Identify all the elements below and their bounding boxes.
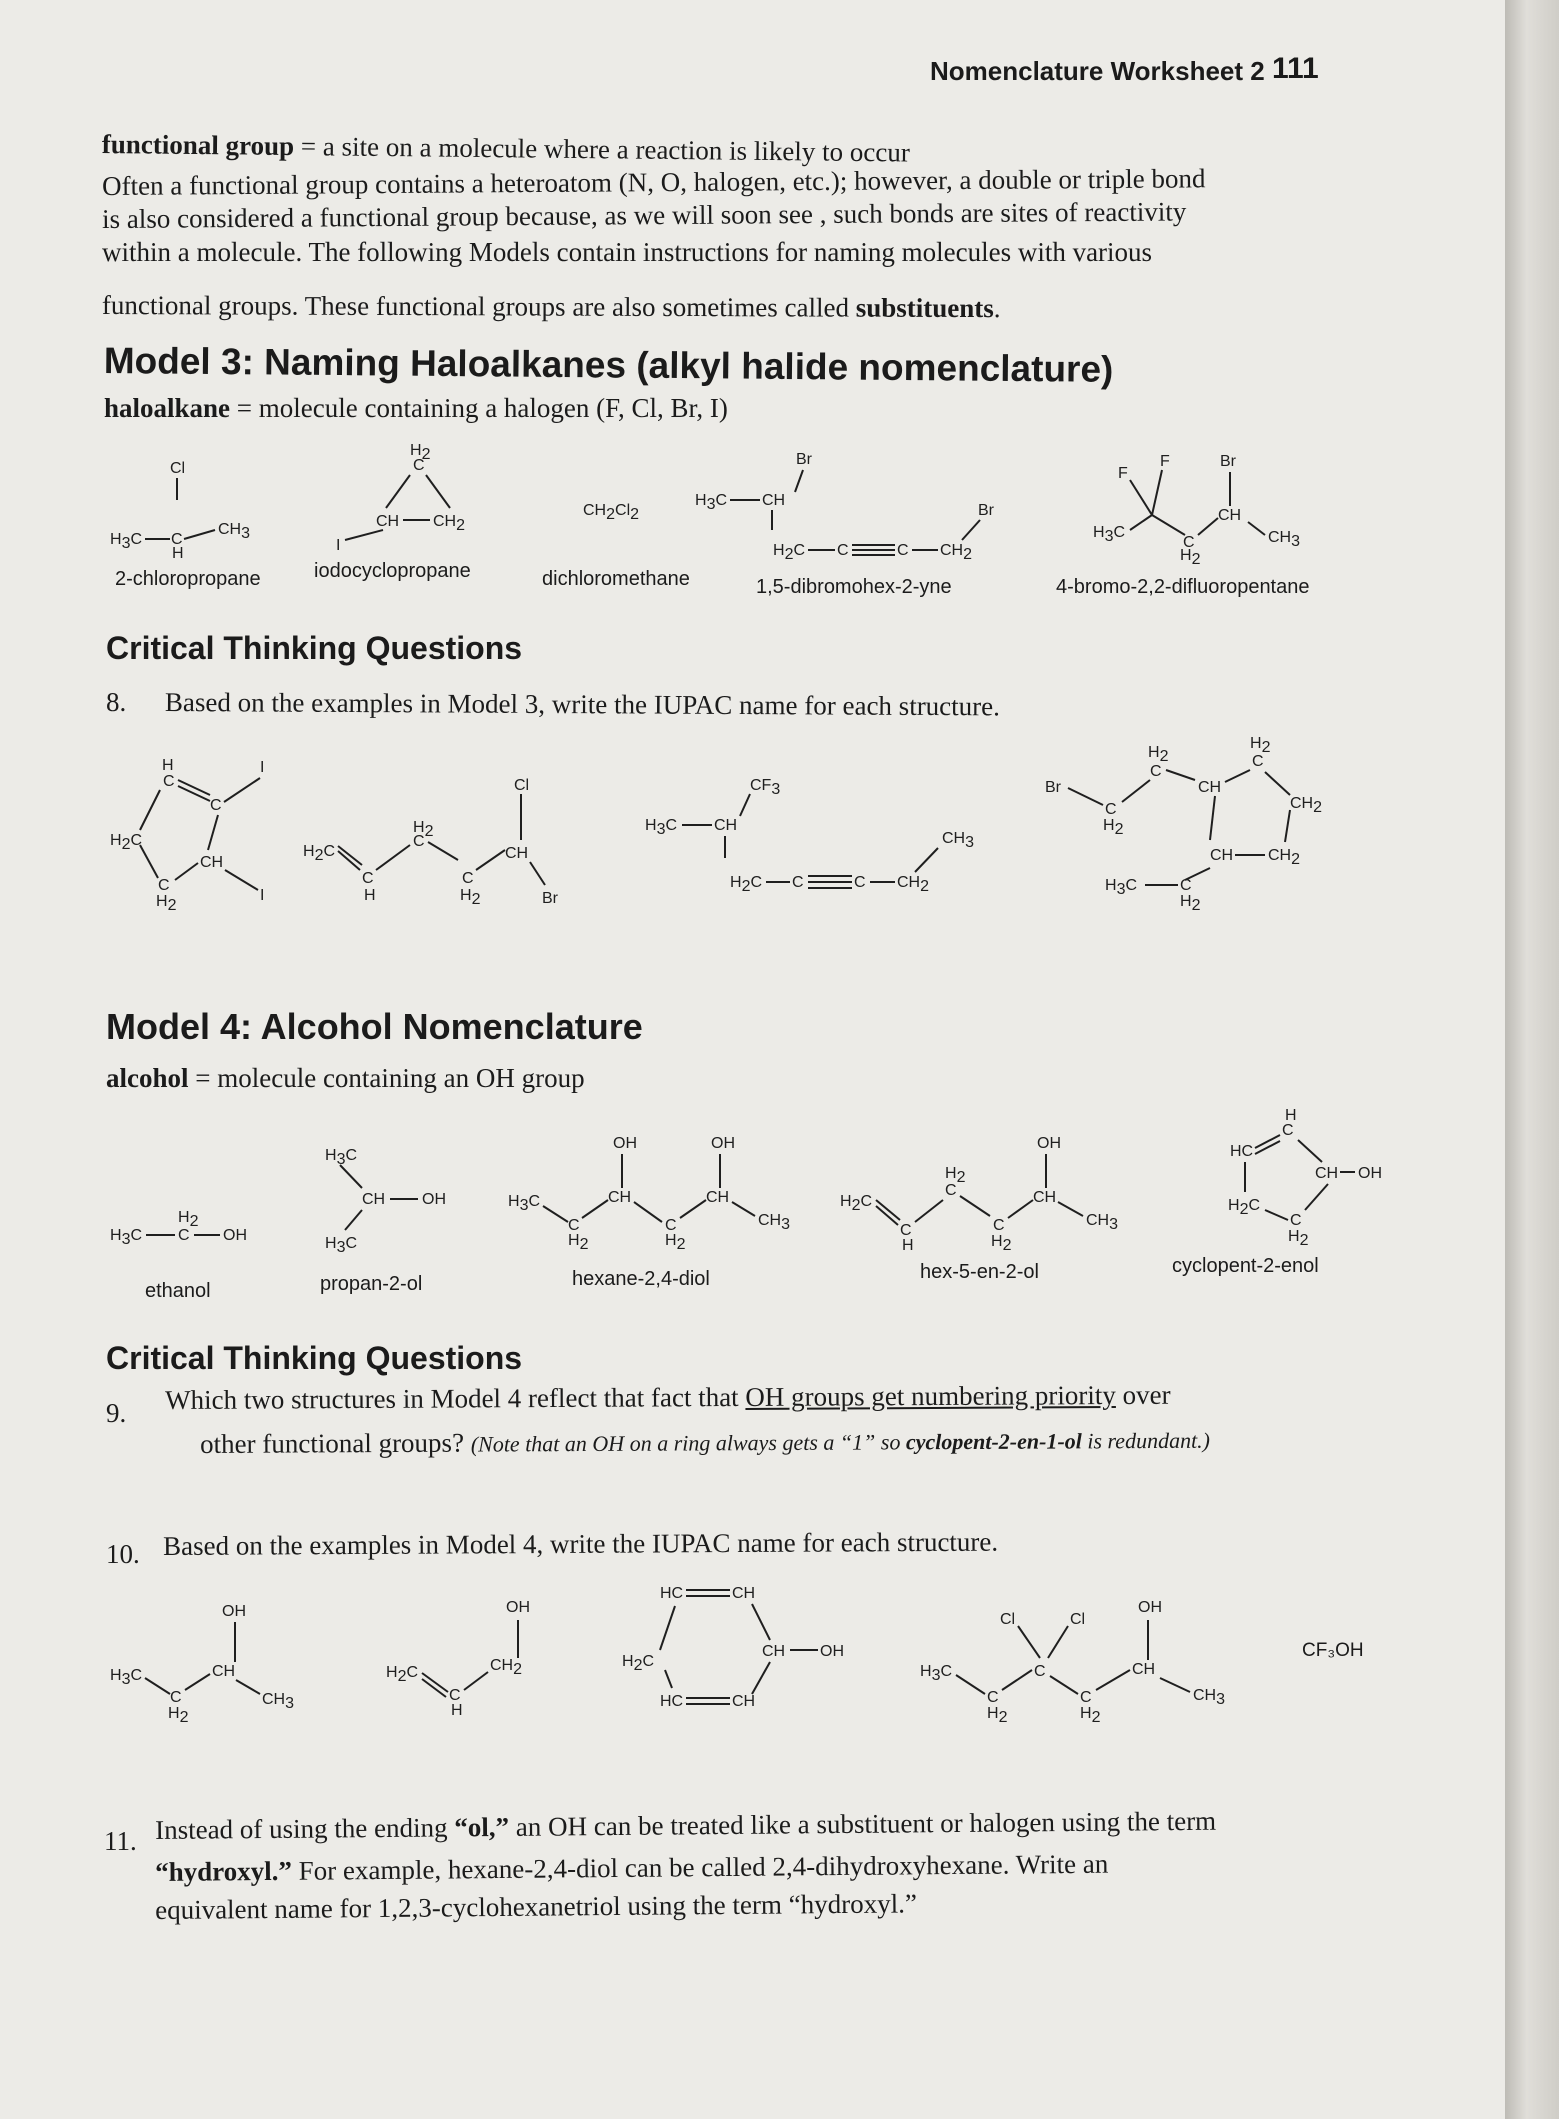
svg-text:I: I [260,887,265,904]
intro-line-4-end: . [993,293,1001,324]
example-propan-2-ol: propan-2-ol [320,1273,423,1295]
note-bold-name: cyclopent-2-en-1-ol [905,1428,1082,1455]
page-number: 111 [1272,52,1319,85]
svg-text:CH: CH [376,513,400,530]
svg-text:CH: CH [505,845,529,862]
model4-title: Model 4: Alcohol Nomenclature [106,1006,643,1047]
svg-text:C: C [1150,763,1162,780]
svg-text:H: H [1285,1107,1297,1124]
svg-text:HC: HC [660,1585,684,1602]
intro-line-4-text: functional groups. These functional groups are also sometimes called [101,290,856,323]
svg-text:HC: HC [1230,1143,1254,1160]
svg-text:C: C [178,1227,190,1244]
haloalkane-term: haloalkane [104,393,231,423]
svg-text:H3C: H3C [110,1227,143,1248]
svg-text:CH3: CH3 [262,1691,295,1712]
question-10-text: Based on the examples in Model 4, write the IUPAC name for each structure. [163,1526,999,1561]
svg-text:C: C [1034,1663,1046,1680]
haloalkane-def-text: = molecule containing a halogen (F, Cl, Br, I) [230,393,728,423]
svg-text:Cl: Cl [1070,1611,1086,1628]
svg-text:C: C [362,870,374,887]
question-8-text: Based on the examples in Model 3, write the IUPAC name for each structure. [164,687,1001,722]
header-title: Nomenclature Worksheet 2 [930,56,1265,86]
book-page-edge [1505,0,1559,2119]
svg-text:C: C [568,1217,580,1234]
question-9-line-1 [165,1379,1171,1417]
svg-text:H3C: H3C [325,1147,358,1168]
svg-text:H3C: H3C [1093,524,1126,545]
q11-ol-term: “ol,” [454,1811,510,1843]
svg-text:H: H [902,1237,914,1254]
alcohol-definition [106,1062,585,1095]
svg-text:OH: OH [820,1643,844,1660]
question-10-number: 10. [106,1539,140,1569]
question-11-line-3: equivalent name for 1,2,3-cyclohexanetriol using the term “hydroxyl.” [155,1888,917,1925]
svg-text:Br: Br [978,502,994,519]
svg-text:H2C: H2C [840,1193,873,1214]
svg-text:H3C: H3C [508,1193,541,1214]
svg-text:CH: CH [706,1189,730,1206]
intro-line-2: is also considered a functional group because, as we will soon see , such bonds are sites of reactivity [102,196,1187,234]
svg-text:H: H [172,545,184,562]
question-8-number: 8. [106,687,127,717]
svg-text:CH3: CH3 [1268,529,1301,550]
svg-text:C: C [163,773,175,790]
svg-text:H2: H2 [665,1232,686,1253]
svg-text:C: C [158,877,170,894]
svg-text:H2C: H2C [730,874,763,895]
svg-text:H3C: H3C [325,1235,358,1256]
svg-text:H3C: H3C [110,531,143,552]
svg-text:CH3: CH3 [1193,1687,1226,1708]
svg-text:CH: CH [732,1693,756,1710]
svg-text:H3C: H3C [920,1663,953,1684]
svg-text:Cl: Cl [1000,1611,1016,1628]
svg-text:C: C [945,1182,957,1199]
svg-text:CH2: CH2 [490,1657,523,1678]
ctq-heading-2: Critical Thinking Questions [106,1340,523,1376]
svg-text:Br: Br [1045,779,1061,796]
svg-text:CH: CH [1210,847,1234,864]
example-ethanol: ethanol [145,1280,211,1302]
svg-text:OH: OH [1358,1165,1382,1182]
svg-text:F: F [1160,453,1170,470]
svg-text:CH: CH [732,1585,756,1602]
svg-text:CH3: CH3 [218,521,251,542]
question-9-line-2 [200,1423,1210,1462]
svg-text:C: C [987,1689,999,1706]
svg-text:CH: CH [1218,507,1242,524]
svg-text:H2: H2 [1180,893,1201,914]
svg-text:CH: CH [212,1663,236,1680]
example-dibromohexyne: 1,5-dibromohex-2-yne [756,576,952,598]
question-11-number: 11. [104,1826,137,1856]
svg-text:H3C: H3C [645,817,678,838]
model3-structures [100,440,1350,570]
q11-line-1-text: Instead of using the ending [155,1812,455,1845]
svg-text:I: I [260,759,265,776]
example-bromodifluoropentane: 4-bromo-2,2-difluoropentane [1056,576,1310,598]
q11-line-1-rest: an OH can be treated like a substituent or halogen using the term [508,1805,1217,1842]
svg-text:CH2: CH2 [433,513,466,534]
svg-text:C: C [413,833,425,850]
svg-text:H2: H2 [156,893,177,914]
example-hex-5-en-2-ol: hex-5-en-2-ol [920,1261,1039,1283]
svg-text:C: C [449,1687,461,1704]
model4-structures [100,1107,1400,1270]
svg-text:OH: OH [223,1227,247,1244]
svg-text:C: C [854,874,866,891]
svg-text:Cl: Cl [514,777,530,794]
svg-text:CH2: CH2 [1290,795,1323,816]
svg-text:H2C: H2C [386,1664,419,1685]
example-iodocyclopropane: iodocyclopropane [314,560,471,582]
svg-text:CH2: CH2 [1268,847,1301,868]
svg-text:H2C: H2C [1228,1197,1261,1218]
svg-text:H2: H2 [168,1705,189,1726]
svg-text:C: C [210,797,222,814]
example-2-chloropropane: 2-chloropropane [115,568,261,590]
svg-text:H2: H2 [568,1232,589,1253]
svg-text:CH: CH [1132,1661,1156,1678]
svg-text:H2: H2 [1148,744,1169,765]
svg-text:H2: H2 [987,1705,1008,1726]
svg-text:H3C: H3C [110,1667,143,1688]
alcohol-def-text: = molecule containing an OH group [188,1063,585,1093]
svg-text:H3C: H3C [1105,877,1138,898]
note-prefix: (Note that an OH on a ring always gets a “1” so [470,1429,906,1457]
svg-text:H: H [162,757,174,774]
svg-text:F: F [1118,465,1128,482]
svg-text:H2: H2 [1180,547,1201,568]
question-11-line-2 [155,1848,1108,1889]
svg-text:C: C [792,874,804,891]
intro-line-1: Often a functional group contains a heteroatom (N, O, halogen, etc.); however, a double or triple bond [102,163,1206,201]
svg-text:C: C [897,542,909,559]
svg-text:CH: CH [1315,1165,1339,1182]
svg-text:H: H [451,1702,463,1719]
svg-text:H2C: H2C [773,542,806,563]
svg-text:C: C [900,1222,912,1239]
svg-text:OH: OH [422,1191,446,1208]
svg-text:H3C: H3C [695,492,728,513]
svg-text:C: C [837,542,849,559]
svg-text:C: C [170,1689,182,1706]
svg-text:CH2: CH2 [897,874,930,895]
question-11-line-1 [155,1805,1216,1847]
svg-text:OH: OH [613,1135,637,1152]
svg-text:H2C: H2C [303,843,336,864]
svg-text:Br: Br [1220,453,1236,470]
svg-text:OH: OH [1138,1599,1162,1616]
svg-text:CF3: CF3 [750,777,781,798]
svg-text:H2C: H2C [110,832,143,853]
svg-text:CH: CH [1198,779,1222,796]
question-9-number: 9. [106,1398,127,1428]
svg-text:CH3: CH3 [758,1212,791,1233]
svg-text:H2: H2 [1250,735,1271,756]
intro-line-3: within a molecule. The following Models contain instructions for naming molecules with various [102,237,1153,267]
svg-text:C: C [1252,753,1264,770]
svg-text:C: C [1180,877,1192,894]
svg-text:H2: H2 [178,1209,199,1230]
q11-line-2-rest: For example, hexane-2,4-diol can be called 2,4-dihydroxyhexane. Write an [291,1848,1109,1886]
svg-text:OH: OH [711,1135,735,1152]
svg-text:H2: H2 [991,1233,1012,1254]
svg-text:CH: CH [608,1189,632,1206]
svg-text:H2: H2 [413,819,434,840]
question-9-underlined: OH groups get numbering priority [745,1380,1116,1412]
svg-text:H2: H2 [1103,817,1124,838]
svg-text:C: C [665,1217,677,1234]
svg-text:CH: CH [1033,1189,1057,1206]
q10-last-formula: CF₃OH [1302,1640,1364,1661]
haloalkane-definition [104,392,728,425]
svg-text:H2: H2 [460,887,481,908]
model3-title: Model 3: Naming Haloalkanes (alkyl halide nomenclature) [103,340,1114,390]
svg-text:H2: H2 [410,442,431,463]
svg-text:I: I [336,537,341,554]
svg-text:C: C [462,870,474,887]
question-9-note [471,1428,1210,1457]
substituents-term: substituents [855,292,994,324]
svg-text:Br: Br [796,451,812,468]
svg-text:C: C [413,457,425,474]
svg-text:CH: CH [714,817,738,834]
svg-text:CH: CH [762,1643,786,1660]
q11-hydroxyl-term: “hydroxyl.” [155,1855,293,1887]
svg-text:H2: H2 [1288,1228,1309,1249]
svg-text:CH: CH [762,492,786,509]
svg-text:C: C [993,1217,1005,1234]
svg-text:C: C [1080,1689,1092,1706]
question-9-line-2-text: other functional groups? [200,1427,471,1459]
svg-text:Br: Br [542,890,558,907]
svg-text:C: C [1183,534,1195,551]
svg-text:CH2: CH2 [940,542,973,563]
svg-text:C: C [1105,801,1117,818]
svg-text:C: C [1282,1122,1294,1139]
ctq-heading-1: Critical Thinking Questions [106,630,523,666]
question-9-text: Which two structures in Model 4 reflect that fact that [165,1381,746,1415]
svg-text:CH2Cl2: CH2Cl2 [583,502,640,523]
functional-group-def-text: = a site on a molecule where a reaction is likely to occur [293,131,910,168]
svg-text:H2: H2 [1080,1705,1101,1726]
svg-text:HC: HC [660,1693,684,1710]
svg-text:CH: CH [362,1191,386,1208]
svg-text:H2C: H2C [622,1653,655,1674]
functional-group-definition [102,128,910,169]
svg-text:CH: CH [200,854,224,871]
svg-text:CH3: CH3 [1086,1212,1119,1233]
example-cyclopent-2-enol: cyclopent-2-enol [1172,1255,1319,1277]
note-suffix: is redundant.) [1081,1427,1211,1454]
question-9-over: over [1115,1379,1171,1411]
alcohol-term: alcohol [106,1063,189,1093]
example-dichloromethane: dichloromethane [542,568,690,590]
svg-text:H2: H2 [945,1165,966,1186]
svg-text:OH: OH [1037,1135,1061,1152]
svg-text:Cl: Cl [170,460,186,477]
svg-text:OH: OH [506,1599,530,1616]
example-hexane-2-4-diol: hexane-2,4-diol [572,1268,710,1290]
functional-group-term: functional group [101,128,295,162]
q8-structures [100,730,1400,930]
svg-text:OH: OH [222,1603,246,1620]
svg-text:C: C [171,531,183,548]
svg-text:H: H [364,887,376,904]
svg-text:CH3: CH3 [942,830,975,851]
intro-line-4 [102,289,1001,325]
q10-structures [100,1570,1400,1740]
svg-text:C: C [1290,1212,1302,1229]
